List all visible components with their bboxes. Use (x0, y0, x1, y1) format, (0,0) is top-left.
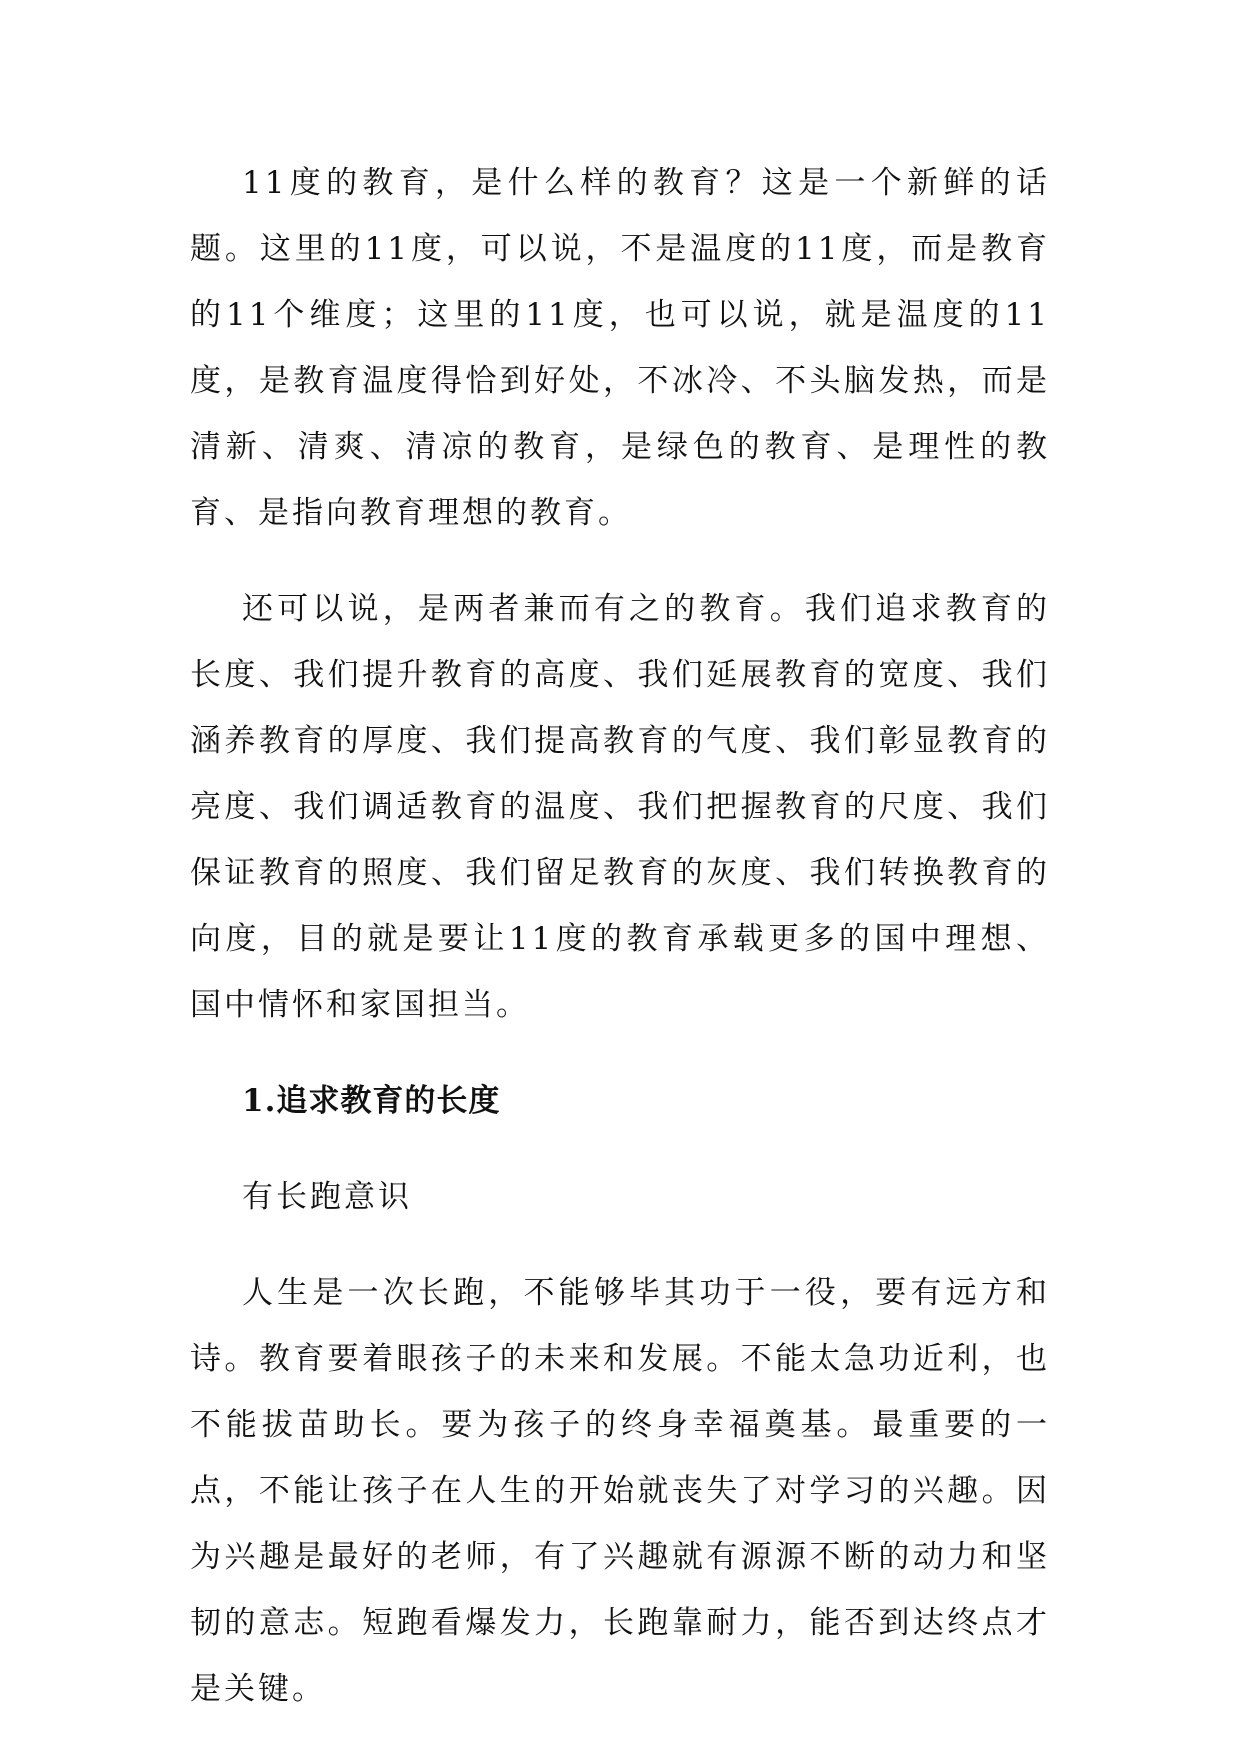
paragraph-spacer (190, 1134, 1050, 1164)
intro-paragraph-2: 还可以说，是两者兼而有之的教育。我们追求教育的长度、我们提升教育的高度、我们延展教育的宽度、我们涵养教育的厚度、我们提高教育的气度、我们彰显教育的亮度、我们调适教育的温度、我们把握教育的尺度、我们保证教育的照度、我们留足教育的灰度、我们转换教育的向度，目的就是要让11度的教育承载更多的国中理想、国中情怀和家国担当。 (190, 591, 1050, 1023)
intro-paragraph-1: 11度的教育，是什么样的教育？这是一个新鲜的话题。这里的11度，可以说，不是温度的11度，而是教育的11个维度；这里的11度，也可以说，就是温度的11度，是教育温度得恰到好处，不冰冷、不头脑发热，而是清新、清爽、清凉的教育，是绿色的教育、是理性的教育、是指向教育理想的教育。 (190, 165, 1050, 531)
section-body-paragraph: 人生是一次长跑，不能够毕其功于一役，要有远方和诗。教育要着眼孩子的未来和发展。不能太急功近利，也不能拔苗助长。要为孩子的终身幸福奠基。最重要的一点，不能让孩子在人生的开始就丧失了对学习的兴趣。因为兴趣是最好的老师，有了兴趣就有源源不断的动力和坚韧的意志。短跑看爆发力，长跑靠耐力，能否到达终点才是关键。 (190, 1275, 1050, 1707)
document-page (190, 150, 1050, 1722)
section-subheading: 有长跑意识 (242, 1179, 412, 1215)
section-heading: 1.追求教育的长度 (242, 1083, 501, 1119)
paragraph-spacer (190, 1038, 1050, 1068)
paragraph-spacer (190, 1230, 1050, 1260)
paragraph-spacer (190, 546, 1050, 576)
